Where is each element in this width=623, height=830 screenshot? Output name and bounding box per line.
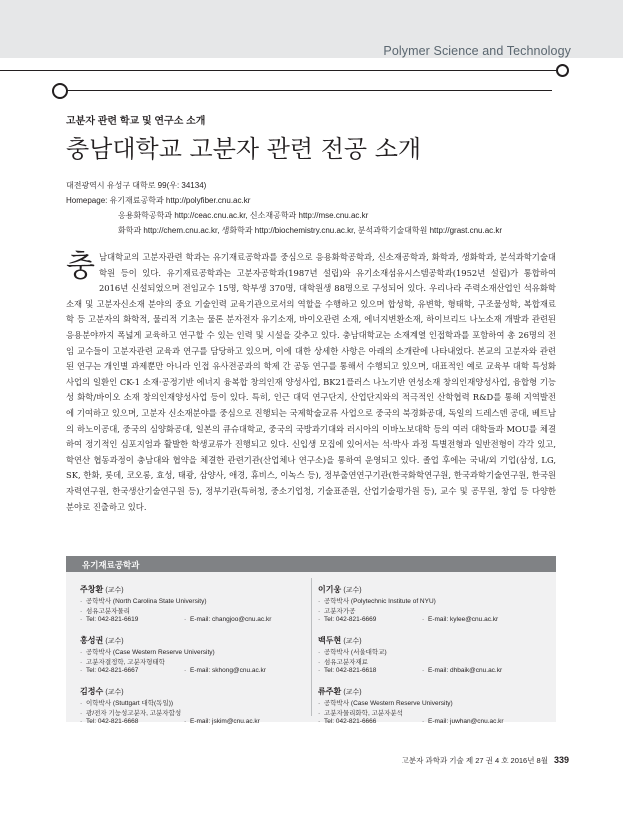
faculty-name: 김정수: [80, 687, 104, 696]
homepage-line-1: Homepage: 유기재료공학과 http://polyfiber.cnu.ac.kr: [66, 196, 251, 205]
faculty-email: · E-mail: juwhan@cnu.ac.kr: [422, 718, 504, 725]
faculty-field-row: · 고분자가공: [318, 608, 356, 615]
faculty-contact-row: · Tel: 042-821-6666 · E-mail: juwhan@cnu.ac.kr: [318, 718, 504, 725]
faculty-email: · E-mail: dhbaik@cnu.ac.kr: [422, 667, 503, 674]
faculty-name: 이기웅: [318, 585, 342, 594]
faculty-name: 백두현: [318, 636, 342, 645]
header-ring-icon: [556, 64, 569, 77]
faculty-field: 광/전자 기능성고분자, 고분자합성: [86, 710, 182, 717]
faculty-email-text: E-mail: juwhan@cnu.ac.kr: [428, 718, 504, 725]
faculty-field-row: · 고분자물리화학, 고분자분석: [318, 710, 403, 717]
faculty-card: [318, 584, 548, 626]
faculty-role: (교수): [105, 638, 124, 645]
faculty-email-text: E-mail: jskim@cnu.ac.kr: [190, 718, 260, 725]
drop-cap: 충: [66, 249, 95, 284]
homepage-line-2: 응용화학공학과 http://ceac.cnu.ac.kr, 신소재공학과 http://mse.cnu.ac.kr: [118, 211, 369, 220]
faculty-email: · E-mail: skhong@cnu.ac.kr: [184, 667, 266, 674]
faculty-field: 고분자가공: [324, 608, 356, 615]
faculty-email: · E-mail: changjoo@cnu.ac.kr: [184, 616, 272, 623]
faculty-degree-row: · 이학박사 (Stuttgart 대학(독일)): [80, 700, 174, 707]
faculty-contact-row: · Tel: 042-821-6667 · E-mail: skhong@cnu.ac.kr: [80, 667, 266, 674]
faculty-field: 섬유고분자물리: [86, 608, 130, 615]
faculty-degree-row: · 공학박사 (Case Western Reserve University): [318, 700, 453, 707]
faculty-degree-row: · 공학박사 (서울대학교): [318, 649, 387, 656]
title-ring-icon: [52, 83, 68, 99]
faculty-degree-row: · 공학박사 (Polytechnic Institute of NYU): [318, 598, 436, 605]
faculty-field-row: · 광/전자 기능성고분자, 고분자합성: [80, 710, 182, 717]
faculty-role: (교수): [343, 587, 362, 594]
faculty-email-text: E-mail: skhong@cnu.ac.kr: [190, 667, 266, 674]
faculty-contact-row: · Tel: 042-821-6668 · E-mail: jskim@cnu.ac.kr: [80, 718, 260, 725]
footer-journal: 고분자 과학과 기술 제 27 권 4 호 2016년 8월: [401, 756, 548, 765]
faculty-tel: Tel: 042-821-6619: [86, 616, 139, 623]
faculty-email-text: E-mail: dhbaik@cnu.ac.kr: [428, 667, 503, 674]
faculty-degree: 공학박사 (Polytechnic Institute of NYU): [324, 598, 436, 605]
faculty-name-row: [318, 584, 548, 596]
faculty-field: 섬유고분자재료: [324, 659, 368, 666]
faculty-email-text: E-mail: changjoo@cnu.ac.kr: [190, 616, 272, 623]
faculty-card: [80, 584, 310, 626]
faculty-field-row: · 섬유고분자물리: [80, 608, 130, 615]
faculty-contact-row: · Tel: 042-821-6619 · E-mail: changjoo@cnu.ac.kr: [80, 616, 272, 623]
faculty-field-row: · 고분자결정학, 고분자형태학: [80, 659, 165, 666]
article-kicker: 고분자 관련 학교 및 연구소 소개: [66, 116, 206, 127]
faculty-email-text: E-mail: kylee@cnu.ac.kr: [428, 616, 499, 623]
faculty-field: 고분자결정학, 고분자형태학: [86, 659, 165, 666]
homepage-line-3: 화학과 http://chem.cnu.ac.kr, 생화학과 http://biochemistry.cnu.ac.kr, 분석과학기술대학원 http://grast.cnu.ac.kr: [118, 226, 503, 235]
faculty-name-row: [80, 584, 310, 596]
faculty-email: · E-mail: jskim@cnu.ac.kr: [184, 718, 260, 725]
faculty-card: [80, 686, 310, 728]
faculty-tel: Tel: 042-821-6667: [86, 667, 139, 674]
body-paragraph: 남대학교의 고분자관련 학과는 유기재료공학과를 중심으로 응용화학공학과, 신소재공학과, 화학과, 생화학과, 분석과학기술대학원 등이 있다. 유기재료공학과는 고분자공학과(1987년 설립)와 유기소재섬유시스템공학과(1952년 설립)가 통합하여 2016년 신설되었으며 전임교수 15명, 학부생 370명, 대학원생 88명으로 구성되어 있다. 우리나라 주력소재산업인 석유화학소재 및 고분자신소재 분야의 중요 기술인력 교육기관으로서의 역할을 수행하고 있으며 합성학, 유변학, 형태학, 구조물성학, 복합재료학 등 고분자의 화학적, 물리적 기초는 물론 분자전자 유기소재, 바이오관련 소재, 에너지변환소재, 하이브리드 나노소재 개발과 관련된 응용분야까지 폭넓게 교육하고 연구할 수 있는 인력 및 시설을 갖추고 있다. 충남대학교는 소재계열 인접학과를 포함하여 총 26명의 전임 교수들이 고분자관련 교육과 연구를 담당하고 있으며, 이에 대한 상세한 사항은 아래의 소개란에 나타내었다. 본교의 고분자와 관련된 연구는 개인별 과제뿐만 아니라 인접 유사전공과의 학제 간 공동 연구를 통해서 수행되고 있으며, 대표적인 예로 교육부 대학 특성화 사업의 일환인 CK-1 소재·공정기반 에너지 융복합 창의인재 양성사업, BK21플러스 나노기반 연성소재 창의인재양성사업, 융합형 기능성 화학/바이오 소재 창의인재양성사업 등이 있다. 특히, 인근 대덕 연구단지, 산업단지와의 적극적인 산학협력 R&D를 통해 지역발전에 기여하고 있으며, 고분자 신소재분야를 중심으로 진행되는 국제학술교류 사업으로 중국의 북경화공대, 독일의 드레스덴 공대, 베트남의 하노이공대, 중국의 심양화공대, 일본의 큐슈대학교, 중국의 국방과기대와 러시아의 이바노보대학 등의 여러 대학들과 MOU를 체결하여 정기적인 심포지엄과 활발한 학생교류가 진행되고 있다. 신입생 모집에 있어서는 석·박사 과정 특별전형과 일반전형이 각각 있고, 학연산 협동과정이 충남대와 협약을 체결한 관련기관(산업체나 연구소)을 통하여 운영되고 있다. 졸업 후에는 국내/외 기업(삼성, LG, SK, 한화, 롯데, 코오롱, 효성, 태광, 삼양사, 애경, 휴비스, 이녹스 등), 정부출연연구기관(한국화학연구원, 한국과학기술연구원, 한국원자력연구원, 한국생산기술연구원 등), 정부기관(특허청, 중소기업청, 기술표준원, 산업기술평가원 등), 교수 및 공무원, 창업 등 다양한 분야로 진출하고 있다.: [66, 252, 556, 512]
title-rule: [65, 90, 552, 91]
faculty-name-row: [80, 686, 310, 698]
faculty-degree: 공학박사 (서울대학교): [324, 649, 387, 656]
faculty-contact-row: · Tel: 042-821-6618 · E-mail: dhbaik@cnu.ac.kr: [318, 667, 503, 674]
faculty-field: 고분자물리화학, 고분자분석: [324, 710, 403, 717]
page-number: 339: [553, 755, 569, 765]
faculty-role: (교수): [105, 689, 124, 696]
faculty-contact-row: · Tel: 042-821-6669 · E-mail: kylee@cnu.ac.kr: [318, 616, 499, 623]
faculty-card: [80, 635, 310, 677]
faculty-email: · E-mail: kylee@cnu.ac.kr: [422, 616, 499, 623]
faculty-tel: Tel: 042-821-6618: [324, 667, 377, 674]
address: 대전광역시 유성구 대학로 99(우: 34134): [66, 181, 207, 190]
faculty-degree-row: · 공학박사 (North Carolina State University): [80, 598, 207, 605]
article-body: [66, 250, 556, 515]
faculty-role: (교수): [343, 689, 362, 696]
page-footer: [402, 755, 569, 766]
journal-name: Polymer Science and Technology: [383, 44, 571, 58]
faculty-field-row: · 섬유고분자재료: [318, 659, 368, 666]
faculty-name-row: [318, 635, 548, 647]
faculty-tel: Tel: 042-821-6668: [86, 718, 139, 725]
faculty-degree: 공학박사 (Case Western Reserve University): [324, 700, 453, 707]
faculty-card: [318, 635, 548, 677]
faculty-degree: 이학박사 (Stuttgart 대학(독일)): [86, 700, 174, 707]
faculty-degree-row: · 공학박사 (Case Western Reserve University): [80, 649, 215, 656]
faculty-name: 주창환: [80, 585, 104, 594]
article-title: 충남대학교 고분자 관련 전공 소개: [66, 135, 422, 163]
faculty-name-row: [80, 635, 310, 647]
department-title: 유기재료공학과: [82, 560, 140, 570]
faculty-name: 류주환: [318, 687, 342, 696]
faculty-tel: Tel: 042-821-6669: [324, 616, 377, 623]
faculty-name: 홍성권: [80, 636, 104, 645]
header-rule: [0, 70, 556, 71]
faculty-card: [318, 686, 548, 728]
faculty-degree: 공학박사 (Case Western Reserve University): [86, 649, 215, 656]
faculty-name-row: [318, 686, 548, 698]
faculty-tel: Tel: 042-821-6666: [324, 718, 377, 725]
faculty-degree: 공학박사 (North Carolina State University): [86, 598, 207, 605]
department-header-bar: [66, 556, 556, 572]
faculty-role: (교수): [105, 587, 124, 594]
column-divider: [311, 578, 312, 716]
faculty-role: (교수): [343, 638, 362, 645]
